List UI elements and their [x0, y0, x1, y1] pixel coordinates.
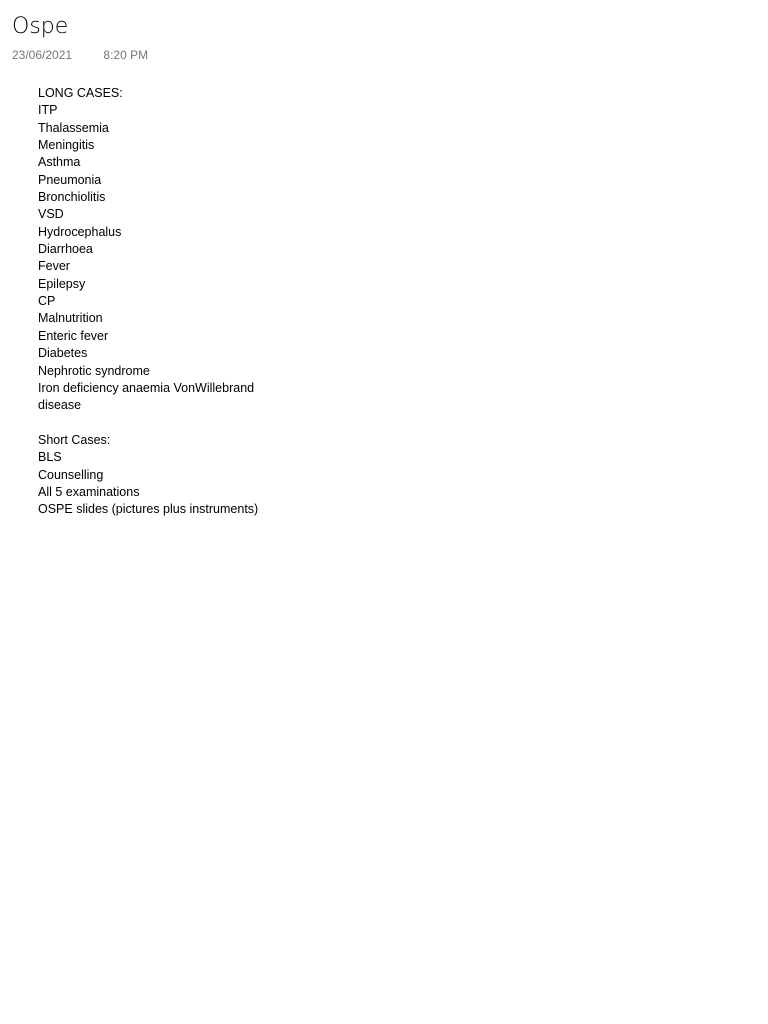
note-body[interactable]	[38, 85, 278, 519]
list-item: Malnutrition	[38, 311, 103, 326]
list-item: Fever	[38, 259, 70, 274]
short-cases-section	[38, 432, 278, 519]
list-item: Pneumonia	[38, 172, 102, 187]
list-item: Counselling	[38, 467, 104, 482]
list-item: ITP	[38, 103, 58, 118]
list-item: All 5 examinations	[38, 484, 140, 499]
page-title: Ospe	[12, 14, 69, 39]
page-date: 23/06/2021	[12, 48, 73, 62]
list-item: Iron deficiency anaemia VonWillebrand disease	[38, 380, 255, 413]
list-item: Enteric fever	[38, 328, 109, 343]
page-time: 8:20 PM	[103, 48, 149, 62]
section-heading: Short Cases:	[38, 432, 111, 447]
list-item: OSPE slides (pictures plus instruments)	[38, 502, 259, 517]
long-cases-section	[38, 85, 278, 415]
list-item: BLS	[38, 450, 62, 465]
list-item: CP	[38, 294, 56, 309]
list-item: Bronchiolitis	[38, 190, 106, 205]
list-item: Hydrocephalus	[38, 224, 122, 239]
list-item: Diabetes	[38, 346, 88, 361]
list-item: Nephrotic syndrome	[38, 363, 150, 378]
list-item: Diarrhoea	[38, 242, 93, 257]
list-item: Meningitis	[38, 138, 95, 153]
list-item: Epilepsy	[38, 276, 86, 291]
page-timestamp	[12, 47, 148, 63]
list-item: Asthma	[38, 155, 81, 170]
section-heading: LONG CASES:	[38, 86, 123, 100]
list-item: VSD	[38, 207, 64, 222]
list-item: Thalassemia	[38, 120, 109, 135]
